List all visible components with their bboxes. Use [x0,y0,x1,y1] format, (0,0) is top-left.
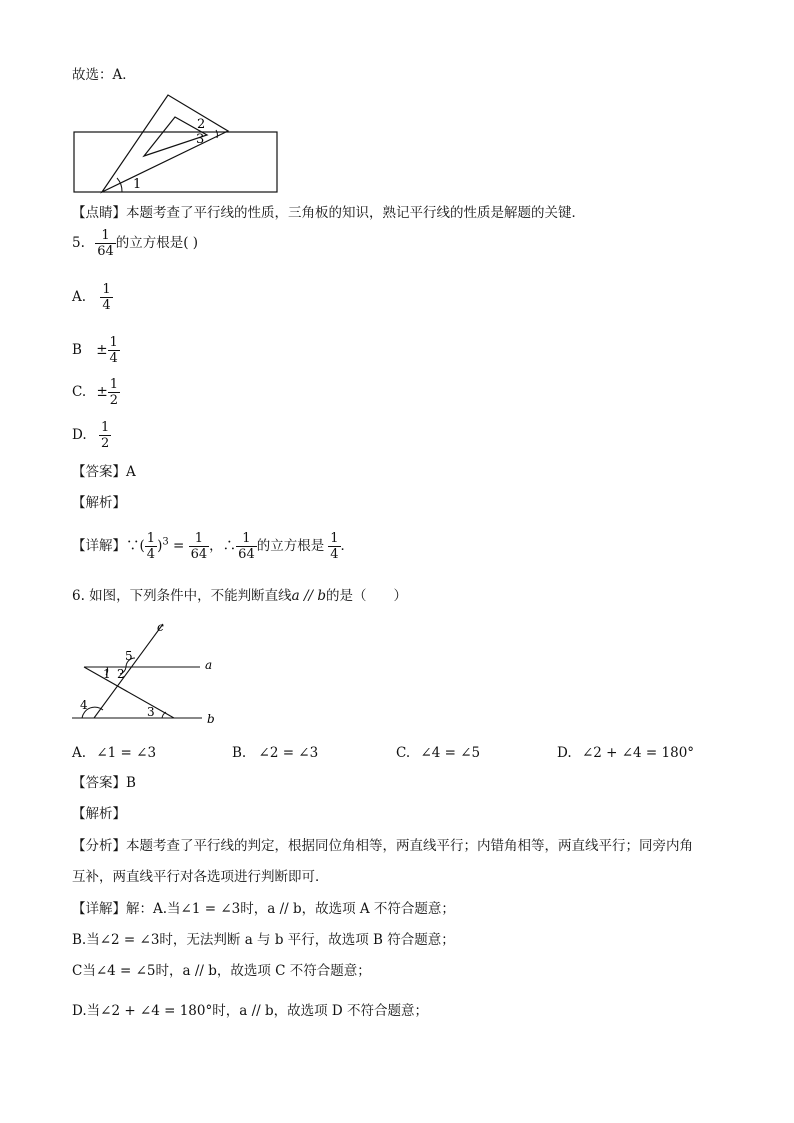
transversal [84,667,174,718]
detail-line-1: 【详解】解：A.当∠1 = ∠3时，a // b，故选项 A 不符合题意； [72,901,455,917]
denominator: 2 [109,393,119,408]
because-symbol: ∵( [126,538,145,554]
option-letter: D. [72,427,87,443]
option-letter: B [72,342,82,358]
analysis-6: 【解析】 [72,806,126,822]
option-6a [72,744,156,762]
therefore-symbol: ，∴ [209,538,237,554]
parallel-lines-figure [70,618,230,726]
set-square-figure [70,92,285,198]
detail-mid-text: 的立方根是 [256,538,325,554]
analysis-5: 【解析】 [72,495,126,511]
set-square-outer [102,95,228,192]
question-number: 5. [72,235,85,251]
denominator: 4 [146,547,156,562]
denominator: 2 [100,436,110,451]
option-letter: A. [72,289,87,305]
plus-minus-sign: ± [96,384,108,400]
denominator: 64 [97,244,114,259]
numerator: 1 [236,531,257,547]
label-a: a [205,658,213,672]
option-b [72,335,120,366]
option-fraction [99,420,111,451]
label-2: 2 [117,667,125,681]
option-letter: C. [396,745,411,761]
numerator: 1 [109,377,119,392]
numerator: 1 [146,531,156,546]
question-text: 的立方根是( ) [115,235,199,251]
option-letter: D. [557,745,572,761]
plus-minus-sign: ± [96,342,108,358]
option-letter: C. [72,384,87,400]
detail-line-4: D.当∠2 + ∠4 = 180°时，a // b，故选项 D 不符合题意； [72,1003,429,1019]
result-fraction [189,531,210,562]
answer-6: 【答案】B [72,775,136,791]
detail-head: 【详解】 [72,538,126,554]
option-letter: B. [232,745,247,761]
fenxi-line-1: 【分析】本题考查了平行线的判定，根据同位角相等，两直线平行；内错角相等，两直线平行；同旁内角 [72,838,693,854]
fraction-1-64 [95,228,116,259]
option-fraction [108,377,120,408]
subject-fraction [236,531,257,562]
question-stem-end: 的是（ ） [326,588,408,604]
equals: = [168,538,189,554]
label-1: 1 [103,667,111,681]
close-paren: ) [157,538,163,554]
angle-label-1: 1 [133,177,142,192]
label-b: b [207,712,215,726]
option-letter: A. [72,745,87,761]
numerator: 1 [330,531,339,546]
label-5: 5 [125,649,133,663]
option-6b [232,744,318,762]
option-fraction [108,335,120,366]
answer-choice-line: 故选：A． [72,67,136,83]
option-6c [396,744,480,762]
answer-5: 【答案】A [72,464,136,480]
denominator: 4 [109,351,118,366]
denominator: 64 [190,547,208,562]
detail-5 [72,531,354,562]
angle-label-3: 3 [196,132,205,147]
denominator: 64 [238,547,255,562]
option-expr: ∠2 + ∠4 = 180° [581,745,695,761]
ruler-rect [74,132,277,192]
denominator: 4 [102,298,111,313]
period: ． [340,538,354,554]
numerator: 1 [189,531,210,547]
question-stem: 6. 如图，下列条件中，不能判断直线 [72,588,292,604]
comment-line: 【点睛】本题考查了平行线的性质，三角板的知识，熟记平行线的性质是解题的关键． [72,205,585,221]
option-c [72,377,120,408]
label-4: 4 [80,698,88,712]
option-d [72,420,111,451]
label-c: c [157,620,164,634]
option-a [72,282,113,313]
question-6 [72,587,407,605]
option-expr: ∠4 = ∠5 [420,745,481,761]
detail-line-2: B.当∠2 = ∠3时，无法判断 a 与 b 平行，故选项 B 符合题意； [72,932,455,948]
option-6d [557,744,694,762]
angle-label-2: 2 [197,117,206,132]
numerator: 1 [95,228,116,244]
option-expr: ∠1 = ∠3 [96,745,157,761]
stem-parallel: a // b [291,588,327,604]
denominator: 4 [330,547,339,562]
exponent: 3 [162,536,169,548]
numerator: 1 [109,335,118,350]
question-5 [72,228,198,259]
fenxi-line-2: 互补，两直线平行对各选项进行判断即可． [72,869,329,885]
base-fraction [145,531,157,562]
answer-fraction [328,531,340,562]
numerator: 1 [102,282,111,297]
label-3: 3 [147,705,155,719]
numerator: 1 [100,420,110,435]
option-expr: ∠2 = ∠3 [258,745,319,761]
detail-line-3: C当∠4 = ∠5时，a // b，故选项 C 不符合题意； [72,963,371,979]
option-fraction [100,282,112,313]
